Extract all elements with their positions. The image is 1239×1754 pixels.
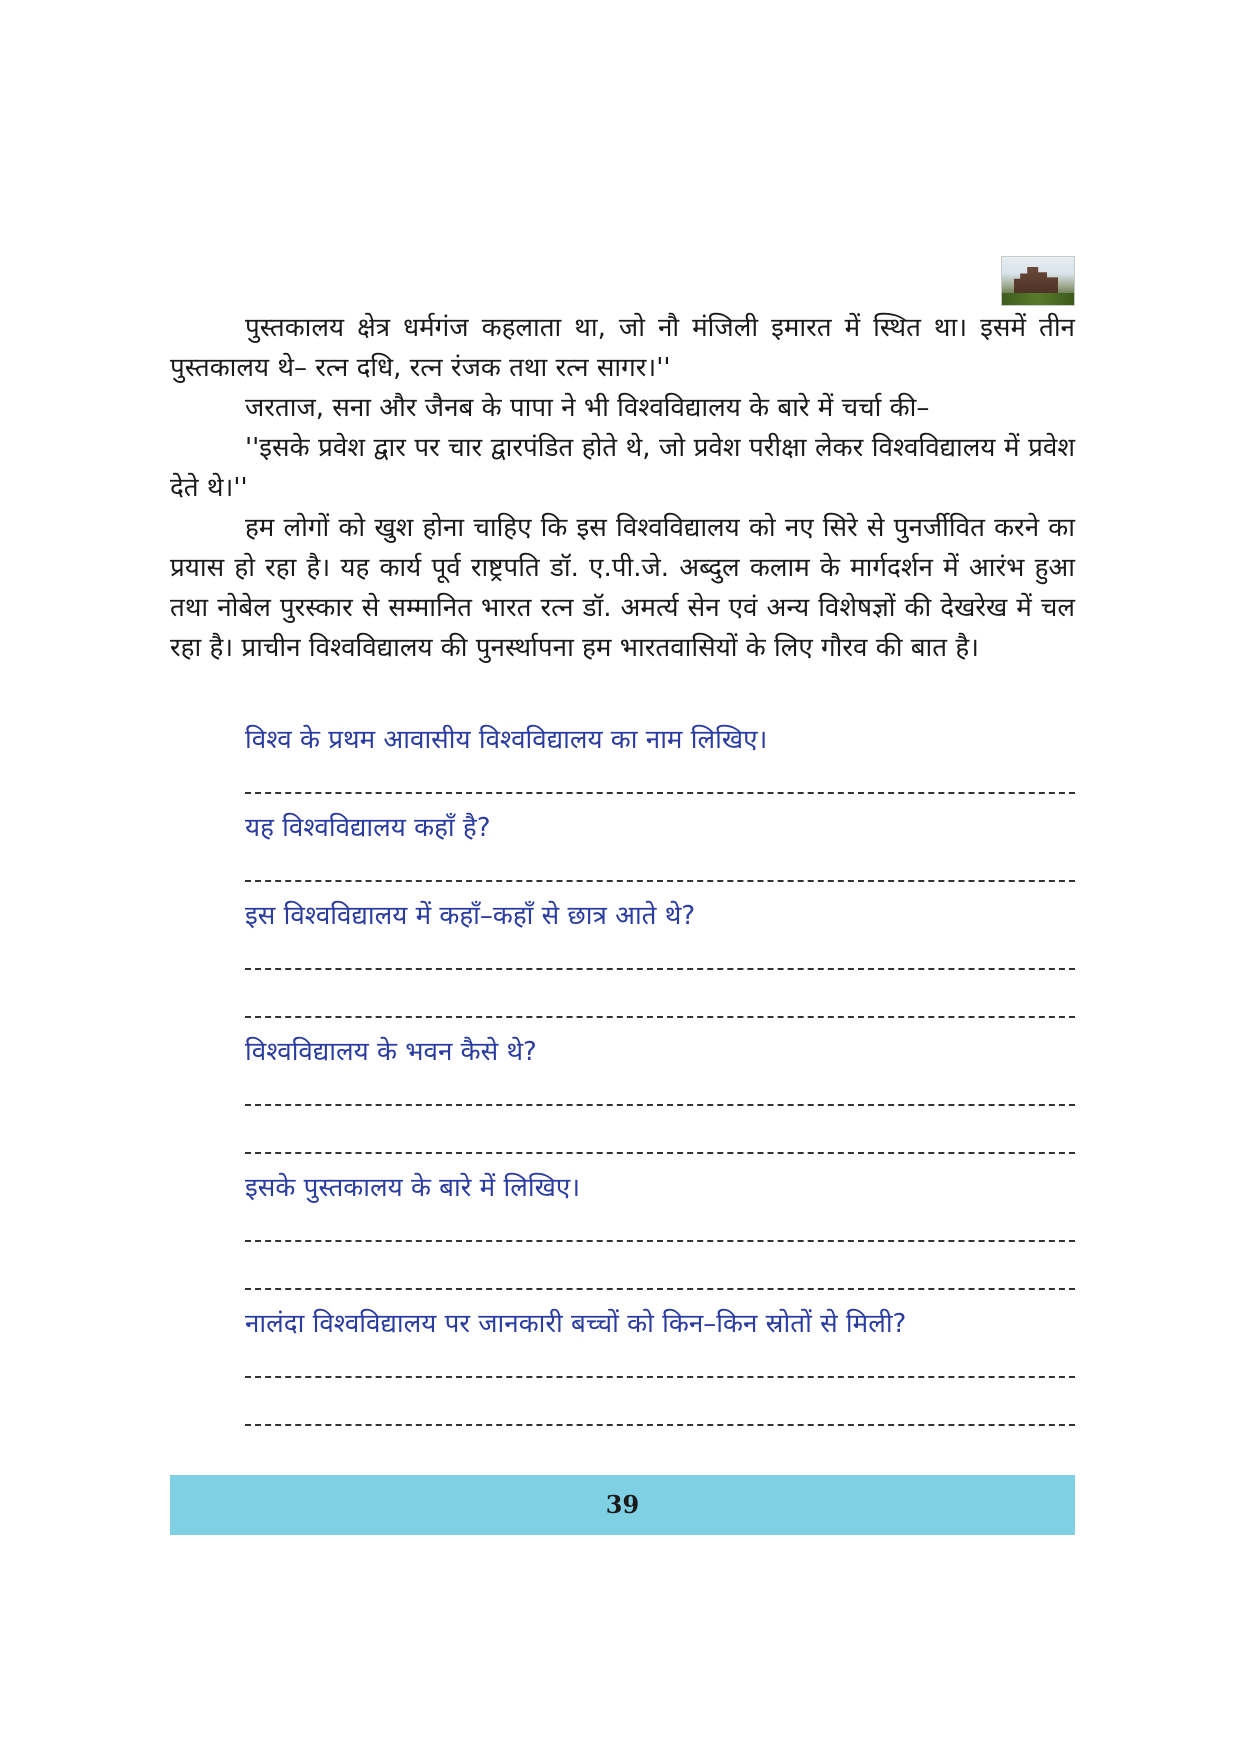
question: इस विश्वविद्यालय में कहाँ–कहाँ से छात्र आते थे? xyxy=(245,901,696,931)
answer-line[interactable] xyxy=(245,1392,1075,1440)
ruin-building-shape xyxy=(1014,267,1058,293)
answer-line[interactable] xyxy=(245,848,1075,896)
answer-line[interactable] xyxy=(245,1072,1075,1120)
question: इसके पुस्तकालय के बारे में लिखिए। xyxy=(245,1173,581,1203)
paragraph: हम लोगों को खुश होना चाहिए कि इस विश्वविद्यालय को नए सिरे से पुनर्जीवित करने का प्रयास हो रहा है। यह कार्य पूर्व राष्ट्रपति डॉ. ए.पी.जे. अब्दुल कलाम के मार्गदर्शन में आरंभ हुआ तथा नोबेल पुरस्कार से सम्मानित भारत रत्न डॉ. अमर्त्य सेन एवं अन्य विशेषज्ञों की देखरेख में चल रहा है। प्राचीन विश्वविद्यालय की पुनर्स्थापना हम भारतवासियों के लिए गौरव की बात है। xyxy=(170,513,1075,663)
question: नालंदा विश्वविद्यालय पर जानकारी बच्चों को किन–किन स्रोतों से मिली? xyxy=(245,1309,907,1339)
question: विश्व के प्रथम आवासीय विश्वविद्यालय का नाम लिखिए। xyxy=(245,725,768,755)
footer-bar xyxy=(170,1475,1075,1535)
paragraph: ''इसके प्रवेश द्वार पर चार द्वारपंडित होते थे, जो प्रवेश परीक्षा लेकर विश्वविद्यालय में प्रवेश देते थे।'' xyxy=(170,433,1075,503)
page-number: 39 xyxy=(605,1490,640,1519)
question: यह विश्वविद्यालय कहाँ है? xyxy=(245,813,491,843)
answer-line[interactable] xyxy=(245,1120,1075,1168)
answer-line[interactable] xyxy=(245,760,1075,808)
paragraph: जरताज, सना और जैनब के पापा ने भी विश्वविद्यालय के बारे में चर्चा की– xyxy=(245,393,930,423)
answer-line[interactable] xyxy=(245,1208,1075,1256)
question: विश्वविद्यालय के भवन कैसे थे? xyxy=(245,1037,537,1067)
nalanda-ruins-thumbnail xyxy=(1001,256,1075,306)
question-section xyxy=(245,720,1075,1440)
answer-line[interactable] xyxy=(245,1344,1075,1392)
paragraph: पुस्तकालय क्षेत्र धर्मगंज कहलाता था, जो नौ मंजिली इमारत में स्थित था। इसमें तीन पुस्तकालय थे– रत्न दधि, रत्न रंजक तथा रत्न सागर।'' xyxy=(170,313,1075,383)
answer-line[interactable] xyxy=(245,936,1075,984)
ground-shape xyxy=(1002,293,1074,305)
answer-line[interactable] xyxy=(245,1256,1075,1304)
body-text xyxy=(170,308,1075,668)
answer-line[interactable] xyxy=(245,984,1075,1032)
